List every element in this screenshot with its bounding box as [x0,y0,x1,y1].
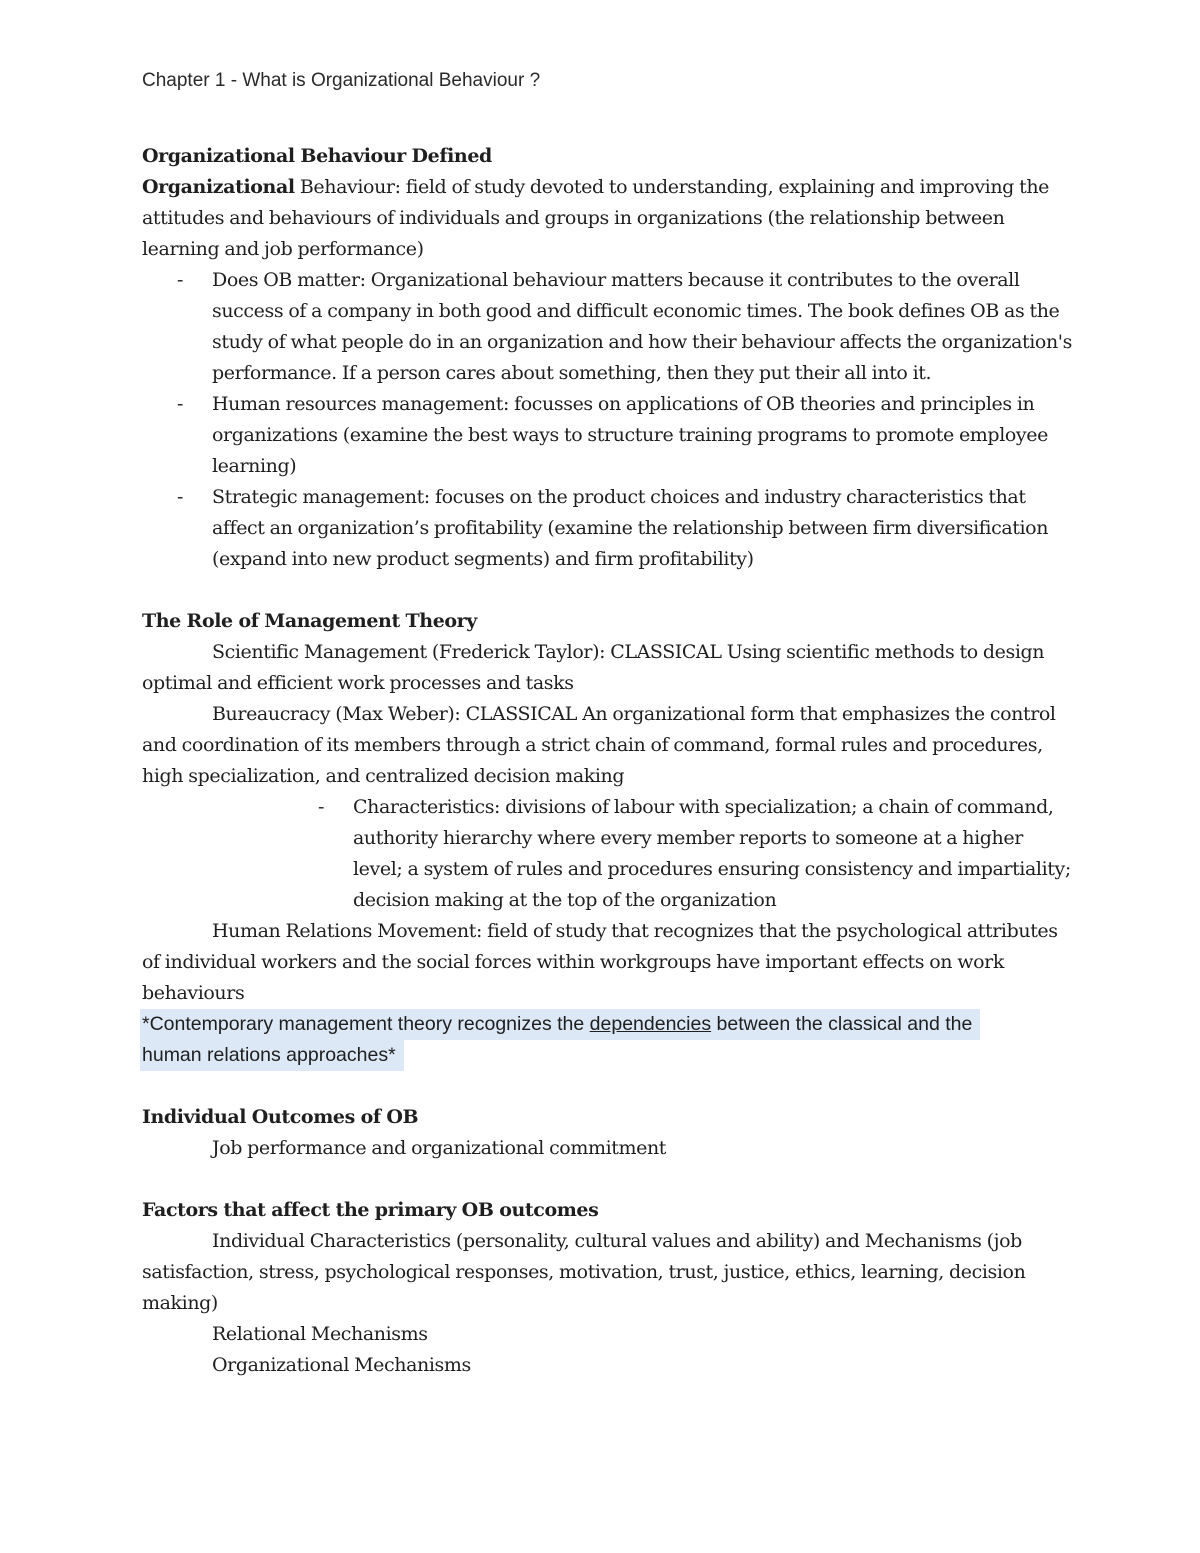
bureaucracy: Bureaucracy (Max Weber): CLASSICAL An organizational form that emphasizes the control and coordination of its members through a strict chain of command, formal rules and procedures, high specialization, and centralized decision making [142,703,1056,787]
section-heading-ob-defined: Organizational Behaviour Defined [142,145,492,167]
individual-characteristics: Individual Characteristics (personality, cultural values and ability) and Mechanisms (job satisfaction, stress, psychological responses, motivation, trust, justice, ethics, learning, decision making) [142,1230,1026,1314]
bullet-does-ob-matter: - Does OB matter: Organizational behaviour matters because it contributes to the overall success of a company in both good and difficult economic times. The book defines OB as the study of what people do in an organization and how their behaviour affects the organization's performance. If a person cares about something, then they put their all into it. [212,265,1072,389]
spacer [142,1164,1072,1195]
section-heading-factors: Factors that affect the primary OB outcomes [142,1199,599,1221]
human-relations-movement: Human Relations Movement: field of study that recognizes that the psychological attributes of individual workers and the social forces within workgroups have important effects on work behaviours [142,920,1058,1004]
ob-definition [142,172,1072,265]
highlight-line-2: human relations approaches* [140,1040,404,1071]
bullet-characteristics: - Characteristics: divisions of labour with specialization; a chain of command, authority hierarchy where every member reports to someone at a higher level; a system of rules and procedures ensuring consistency and impartiality; decision making at the top of the organization [353,792,1072,916]
highlight-text-pre: *Contemporary management theory recognizes the [142,1013,590,1035]
highlight-line-1 [140,1009,980,1040]
ob-bullet-list [142,265,1072,575]
individual-outcomes-text: Job performance and organizational commitment [212,1137,667,1159]
bullet-hr-management: - Human resources management: focusses on applications of OB theories and principles in organizations (examine the best ways to structure training programs to promote employee learning) [212,389,1072,482]
highlight-text-post: between the classical and the [711,1013,973,1035]
underlined-word: dependencies [589,1013,712,1035]
definition-text: Behaviour: field of study devoted to understanding, explaining and improving the attitudes and behaviours of individuals and groups in organizations (the relationship between learning and job performance) [142,176,1049,260]
relational-mechanisms: Relational Mechanisms [212,1323,428,1345]
document-body [142,141,1072,1381]
scientific-management: Scientific Management (Frederick Taylor): CLASSICAL Using scientific methods to design optimal and efficient work processes and tasks [142,641,1045,694]
bullet-strategic-management: - Strategic management: focuses on the product choices and industry characteristics that affect an organization’s profitability (examine the relationship between firm diversification (expand into new product segments) and firm profitability) [212,482,1072,575]
organizational-mechanisms: Organizational Mechanisms [212,1354,471,1376]
section-heading-management-theory: The Role of Management Theory [142,610,477,632]
definition-term: Organizational [142,176,295,198]
spacer [142,1071,1072,1102]
spacer [142,575,1072,606]
section-heading-individual-outcomes: Individual Outcomes of OB [142,1106,419,1128]
bureaucracy-bullet-list [142,792,1072,916]
highlighted-note [142,1009,1072,1071]
chapter-title: Chapter 1 - What is Organizational Behaviour ? [142,70,541,91]
